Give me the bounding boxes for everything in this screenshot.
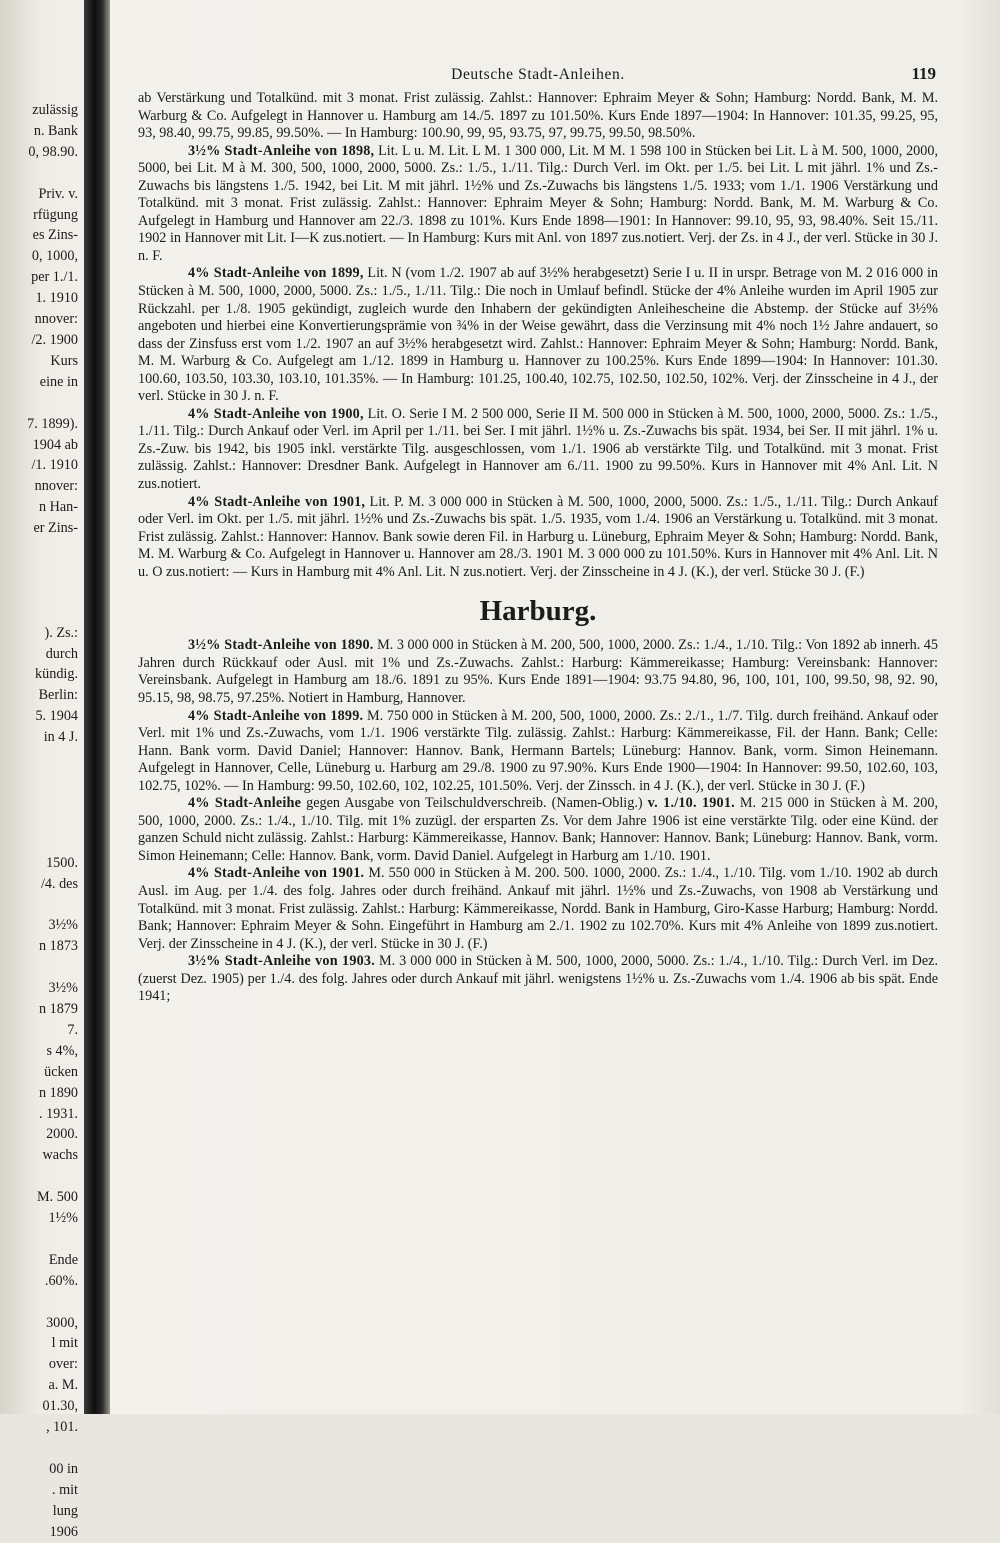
margin-fragment: n 1879 (38, 1000, 78, 1017)
entry-text: Lit. P. M. 3 000 000 in Stücken à M. 500, 1000, 2000, 5000. Zs.: 1./5., 1./11. Tilg.: Durch Ankauf oder Verl. im Okt. per 1./5. mit jährl. 1½% und Zs.-Zuwachs bis spät. 1./5. 1935, vom 1./4. 1906 an Verstärkung u. Totalkünd. mit 3 monat. Frist zulässig. Zahlst.: Hannover: Hannov. Bank sowie deren Fil. in Harburg u. Lüneburg, Ephraim Meyer & Sohn; Hamburg: Nordd. Bank, M. M. Warburg & Co. Aufgelegt in Hannover u. Hannover am 28./3. 1901 M. 3 000 000 zu 101.50%. Kurs in Hannover mit 4% Anl. Lit. N u. O zus.notiert: — Kurs in Hamburg mit 4% Anl. Lit. N zus.notiert. Verj. der Zinsscheine in 4 J. (K.), der verl. Stücke 30 J. (F.) (138, 493, 938, 580)
margin-fragment: nnover: (34, 478, 78, 495)
margin-fragment (0, 811, 82, 832)
margin-fragment: .60%. (44, 1272, 78, 1289)
entry-text: Lit. O. Serie I M. 2 500 000, Serie II M. 500 000 in Stücken à M. 500, 1000, 2000, 5000. Zs.: 1./5., 1./11. Tilg.: Durch Ankauf oder Verl. im April per 1./11. bei Ser. I mit jährl. 1½% u. Zs.-Zuwachs bis spät. 1934, bei Ser. II mit jährl. 1% u. Zs.-Zuw. bis 1942, bis 1905 inkl. verstärkte Tilg. ausgeschlossen, vom 1./1. 1906 ab verstärkte Tilg. und Totalkünd. mit 3 monat. Frist zulässig. Zahlst.: Hannover: Dresdner Bank. Aufgelegt in Hannover am 6./11. 1900 zu 99.50%. Kurs in Hannover mit 4% Anl. Lit. N zus.notiert. (138, 405, 938, 493)
entry-heading: 4% Stadt-Anleihe von 1900, (188, 405, 364, 422)
margin-fragment: wachs (42, 1147, 78, 1164)
margin-fragment: 3000, (46, 1314, 78, 1331)
margin-fragment (0, 539, 82, 560)
margin-fragment: er Zins- (33, 520, 78, 537)
margin-fragment: /1. 1910 (31, 457, 78, 474)
margin-fragment: l mit (51, 1335, 78, 1352)
margin-fragment: 7. 1899). (27, 415, 78, 432)
margin-fragment: zulässig (32, 102, 78, 118)
entry-1898 (138, 143, 938, 266)
margin-fragment (0, 894, 82, 915)
margin-fragment: lung (52, 1502, 78, 1519)
margin-fragment: , 101. (46, 1419, 78, 1436)
margin-fragment: n 1873 (38, 938, 78, 955)
margin-fragment (0, 832, 82, 853)
page-header (138, 58, 938, 88)
margin-fragment: . 1931. (38, 1105, 78, 1122)
margin-fragment: Priv. v. (38, 185, 78, 202)
margin-fragment: rfügung (33, 206, 78, 223)
entry-text: M. 215 000 in Stücken à M. 200, 500, 1000, 2000. Zs.: 1./4., 1./10. Tilg. mit 1% zuzügl. der ersparten Zs. Vor dem Jahre 1906 ist eine verstärkte Tilg. oder eine Künd. der ganzen Schuld nicht zulässig. Zahlst.: Harburg: Kämmereikasse, Hannov. Bank; Hannover: Hannov. Bank; Lüneburg: Hannov. Bank, vorm. Simon Heinemann; Celle: Hannov. Bank, vorm. David Daniel. Aufgelegt in Harburg am 1./10. 1901. (138, 795, 938, 864)
harburg-entry-1890 (138, 637, 938, 707)
margin-fragment (0, 1292, 82, 1313)
margin-fragment: n Han- (38, 499, 78, 516)
margin-fragment: ). Zs.: (44, 624, 78, 641)
margin-fragment (0, 393, 82, 414)
entry-heading: 4% Stadt-Anleihe von 1899. (188, 707, 364, 724)
margin-fragment (0, 581, 82, 602)
margin-fragment: . mit (51, 1481, 78, 1498)
harburg-entry-1901 (138, 865, 938, 953)
margin-fragment: eine in (39, 373, 78, 390)
paragraph-continuation: ab Verstärkung und Totalkünd. mit 3 monat. Frist zulässig. Zahlst.: Hannover: Ephraim Meyer & Sohn; Hamburg: Nordd. Bank, M. M. Warburg & Co. Aufgelegt in Hannover u. Hamburg am 14./5. 1897 zu 101.50%. Kurs Ende 1897—1904: In Hannover: 101.35, 99.25, 95, 93, 98.40, 99.75, 99.85, 99.50%. — In Hamburg: 100.90, 99, 95, 93.75, 97, 99.75, 99.50, 98.50%. (138, 90, 938, 142)
margin-fragment: n. Bank (33, 122, 78, 139)
margin-fragment: 1. 1910 (35, 290, 78, 307)
margin-fragment: ücken (44, 1063, 78, 1080)
margin-fragment: n 1890 (38, 1084, 78, 1101)
margin-fragment (0, 163, 82, 184)
margin-fragment: durch (45, 645, 78, 662)
margin-fragment: 1½% (48, 1210, 78, 1227)
margin-fragment: /4. des (40, 875, 78, 892)
margin-fragment (0, 748, 82, 769)
margin-fragment (0, 957, 82, 978)
margin-fragment: 2000. (46, 1126, 78, 1143)
entry-heading: 4% Stadt-Anleihe (188, 795, 302, 812)
entry-date: v. 1./10. 1901. (647, 795, 735, 812)
entry-1900 (138, 406, 938, 494)
margin-fragment: 7. (67, 1021, 78, 1038)
margin-fragment: 1906 (49, 1523, 78, 1540)
harburg-entry-1901-namen (138, 795, 938, 865)
running-title: Deutsche Stadt-Anleihen. (451, 66, 625, 83)
entry-heading: 3½% Stadt-Anleihe von 1898, (188, 142, 375, 159)
entry-heading: 3½% Stadt-Anleihe von 1903. (188, 953, 375, 970)
entry-heading: 3½% Stadt-Anleihe von 1890. (188, 637, 374, 654)
margin-fragment: Ende (48, 1251, 78, 1268)
harburg-entry-1899 (138, 708, 938, 796)
margin-fragment (0, 1166, 82, 1187)
margin-fragment (0, 1229, 82, 1250)
entry-1901 (138, 494, 938, 582)
text-body (138, 90, 938, 1006)
margin-fragment: Berlin: (38, 687, 78, 704)
harburg-entry-1903 (138, 953, 938, 1006)
margin-fragment: 5. 1904 (35, 708, 78, 725)
margin-fragment (0, 769, 82, 790)
margin-fragment: 3½% (48, 980, 78, 997)
margin-fragment (0, 602, 82, 623)
margin-fragment: 3½% (48, 917, 78, 934)
entry-text: M. 750 000 in Stücken à M. 200, 500, 1000, 2000. Zs.: 2./1., 1./7. Tilg. durch freihänd. Ankauf oder Verl. mit 1% und Zs.-Zuwachs, vom 1./1. 1906 verstärkte Tilg. zulässig. Zahlst.: Harburg: Kämmereikasse, Fil. der Hann. Bank; Celle: Hann. Bank vorm. David Daniel; Hannover: Hannov. Bank, Hermann Bartels; Lüneburg: Hannov. Bank, vorm. Simon Heinemann. Aufgelegt in Hannover, Celle, Lüneburg u. Harburg am 29./8. 1900 zu 97.90%. Kurs Ende 1900—1904: In Hannover: 99.50, 102.60, 103, 102.75, 102%. — In Hamburg: 99.50, 102.60, 102, 102.25, 101.50%. Verj. der Zinssch. in 4 J. (K.), der verl. Stücke in 30 J. (F.) (138, 707, 938, 794)
margin-fragment: 1904 ab (32, 436, 78, 453)
margin-fragment: Kurs (50, 352, 78, 369)
entry-heading: 4% Stadt-Anleihe von 1901. (188, 865, 365, 882)
entry-text: M. 3 000 000 in Stücken à M. 500, 1000, 2000, 5000. Zs.: 1./4., 1./10. Tilg.: Durch Verl. im Dez. (zuerst Dez. 1905) per 1./4. des folg. Jahres oder durch Ankauf mit jährl. wenigstens 1½% u. Zs.-Zuwachs vom 1./4. 1906 ab bis spät. Ende 1941; (138, 953, 939, 1005)
margin-fragment: per 1./1. (31, 269, 78, 286)
margin-fragment: kündig. (35, 666, 78, 683)
entry-heading: 4% Stadt-Anleihe von 1899, (188, 265, 364, 282)
book-gutter (84, 0, 110, 1414)
entry-text: Lit. N (vom 1./2. 1907 ab auf 3½% herabgesetzt) Serie I u. II in urspr. Betrage von M. 2 016 000 in Stücken à M. 500, 1000, 2000, 5000. Zs.: 1./5., 1./11. Tilg.: Die noch in Umlauf befindl. Stücke der 4% Anleihe wurden im April 1905 zur Rückzahl. per 1./8. 1905 gekündigt, zugleich wurde den Inhabern der gekündigten Anleihescheine die Abstemp. der Stücke auf 3½% angeboten und hierbei eine Konvertierungsprämie von ¾% in der Weise gewährt, dass die Verzinsung mit 4% noch 1½ Jahre andauert, so dass der Zinsfuss erst vom 1./2. 1907 an auf 3½% herabgesetzt wird. Zahlst.: Hannover: Ephraim Meyer & Sohn; Hamburg: Nordd. Bank, M. M. Warburg & Co. Aufgelegt am 1./12. 1899 in Hamburg u. Hannover zu 100.25%. Kurs Ende 1899—1904: In Hannover: 101.30. 100.60, 103.50, 103.30, 103.10, 101.35%. — In Hamburg: 101.25, 100.40, 102.75, 102.50, 102.50, 102%. Verj. der Zinsscheine in 4 J., der verl. Stücke in 30 J. n. F. (138, 265, 938, 405)
margin-fragment (0, 560, 82, 581)
entry-text: M. 550 000 in Stücken à M. 200. 500. 1000, 2000. Zs.: 1./4., 1./10. Tilg. vom 1./10. 1902 ab durch Ausl. im Aug. per 1./4. des folg. Jahres oder durch freihänd. Ankauf mit jährl. 1½% und Zs.-Zuwachs, von 1908 ab Verstärkung und Totalkünd. mit 3 monat. Frist zulässig. Zahlst.: Harburg: Kämmereikasse, Nordd. Bank in Hamburg, Giro-Kasse Harburg; Hamburg: Nordd. Bank; Hannover: Ephraim Meyer & Sohn. Eingeführt in Hamburg am 2./1. 1902 zu 102.70%. Kurs mit 4% Anleihe von 1899 zus.notiert. Verj. der Zinsscheine in 4 J. (K.), der verl. Stücke in 30 J. (F.) (138, 865, 938, 952)
margin-fragment: M. 500 (37, 1189, 78, 1206)
page-number: 119 (911, 64, 936, 83)
margin-fragment: 1500. (46, 854, 78, 871)
entry-text: gegen Ausgabe von Teilschuldverschreib. (Namen-Oblig.) (301, 795, 648, 812)
margin-fragment: 0, 1000, (31, 248, 78, 265)
margin-fragment: 00 in (49, 1460, 78, 1477)
previous-page-margin (0, 100, 82, 1540)
margin-fragment: a. M. (48, 1377, 78, 1394)
margin-fragment: nnover: (34, 311, 78, 328)
entry-1899 (138, 265, 938, 405)
entry-text: Lit. L u. M. Lit. L M. 1 300 000, Lit. M M. 1 598 100 in Stücken bei Lit. L à M. 500, 1000, 2000, 5000, bei Lit. M à M. 300, 500, 1000, 2000, 5000. Zs.: 1./5., 1./11. Tilg.: Durch Verl. im Okt. per 1./5. bei Lit. L mit jährl. 1% und Zs.-Zuwachs bis längstens 1./5. 1942, bei Lit. M mit jährl. 1½% und Zs.-Zuwachs bis längstens 1./5. 1933; vom 1./1. 1906 Verstärkung und Totalkünd. mit 3 monat. Frist zulässig. Zahlst.: Hannover: Ephraim Meyer & Sohn; Hamburg: Nordd. Bank, M. M. Warburg & Co. Aufgelegt in Hamburg und Hannover am 22./3. 1898 zu 101%. Kurs Ende 1898—1901: In Hannover: 99.10, 95, 93, 98.40%. Seit 15./11. 1902 in Hannover mit Lit. I—K zus.notiert. — In Hamburg: Kurs mit Anl. von 1897 zus.notiert. Verj. der Zs. in 4 J., der verl. Stücke in 30 J. n. F. (138, 142, 938, 264)
margin-fragment: 0, 98.90. (28, 143, 78, 160)
margin-fragment (0, 1438, 82, 1459)
page-content (138, 58, 938, 1398)
margin-fragment: /2. 1900 (31, 331, 78, 348)
margin-fragment: over: (48, 1356, 78, 1373)
entry-text: M. 3 000 000 in Stücken à M. 200, 500, 1000, 2000. Zs.: 1./4., 1./10. Tilg.: Von 1892 ab innerh. 45 Jahren durch Rückkauf oder Ausl. mit 1% und Zs.-Zuwachs. Zahlst.: Harburg: Kämmereikasse; Hamburg: Vereinsbank: Hannover: Vereinsbank. Aufgelegt in Hamburg am 18./6. 1891 zu 95%. Kurs Ende 1891—1904: 93.75 94.80, 96, 100, 101, 100, 99.50, 98, 92. 90, 95.15, 98, 98.75, 97.25%. Notiert in Hamburg, Hannover. (138, 637, 938, 706)
margin-fragment: s 4%, (46, 1042, 78, 1059)
section-title-harburg: Harburg. (479, 595, 597, 628)
margin-fragment (0, 790, 82, 811)
margin-fragment: es Zins- (32, 227, 78, 244)
entry-heading: 4% Stadt-Anleihe von 1901, (188, 493, 366, 510)
margin-fragment: 01.30, (42, 1398, 78, 1415)
margin-fragment: in 4 J. (43, 729, 78, 746)
